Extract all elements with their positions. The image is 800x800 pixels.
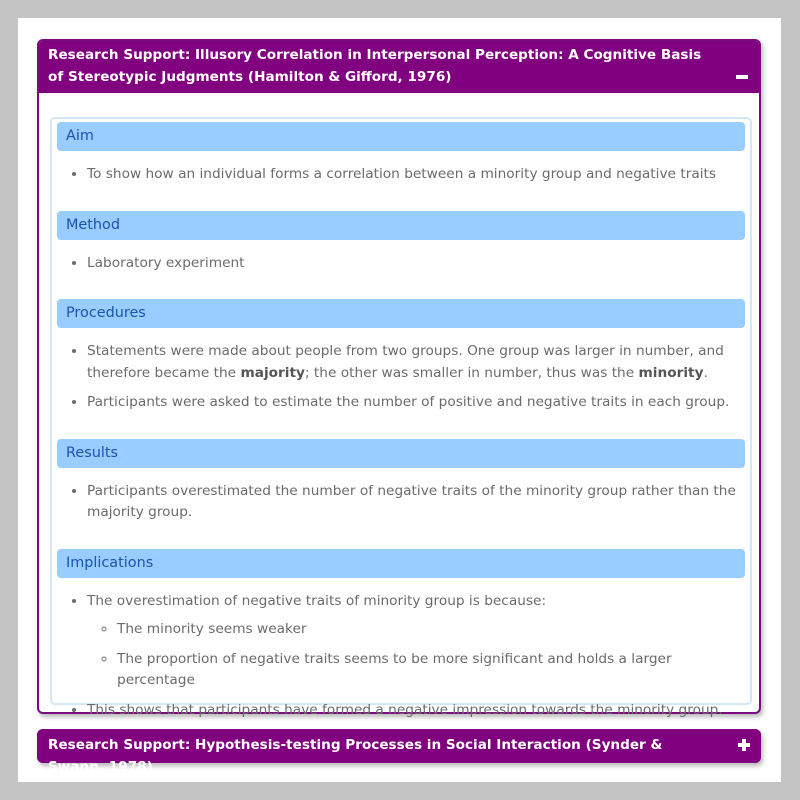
- bold-minority: minority: [638, 364, 704, 381]
- text-part: Statements were made about people from two groups. One group was larger in number, and therefore became the: [87, 343, 724, 381]
- section-title-results: Results: [57, 439, 745, 468]
- list-item: • Laboratory experiment: [87, 253, 745, 275]
- list-item: • To show how an individual forms a correlation between a minority group and negative traits: [87, 164, 745, 186]
- aim-list: [57, 164, 745, 186]
- section-title-aim: Aim: [57, 122, 745, 151]
- implications-list: [57, 591, 745, 722]
- procedures-list: [57, 341, 745, 414]
- list-item: [87, 341, 745, 384]
- section-title-implications: Implications: [57, 549, 745, 578]
- text-part: ; the other was smaller in number, thus was the: [304, 364, 639, 381]
- minus-icon[interactable]: [735, 70, 749, 84]
- sub-list-item: ◦ The proportion of negative traits seems to be more significant and holds a larger percentage: [117, 649, 745, 692]
- accordion-body: [50, 117, 752, 718]
- list-item: • This shows that participants have formed a negative impression towards the minority group.: [87, 700, 745, 722]
- list-item: • Participants were asked to estimate the number of positive and negative traits in each group.: [87, 392, 745, 414]
- accordion-title: Research Support: Hypothesis-testing Processes in Social Interaction (Synder & Swann, 1978): [48, 737, 663, 775]
- page: [18, 18, 781, 782]
- section-title-procedures: Procedures: [57, 299, 745, 328]
- text-part: .: [703, 364, 708, 381]
- bold-majority: majority: [240, 364, 305, 381]
- accordion-panel-hypothesis-testing: [37, 729, 761, 775]
- accordion-header-illusory-correlation[interactable]: [39, 41, 759, 93]
- method-list: [57, 253, 745, 275]
- list-item: • Participants overestimated the number of negative traits of the minority group rather than the majority group.: [87, 481, 745, 524]
- list-item: [87, 591, 745, 692]
- plus-icon[interactable]: [737, 738, 751, 752]
- accordion-title: Research Support: Illusory Correlation in Interpersonal Perception: A Cognitive Basis of Stereotypic Judgments (Hamilton & Gifford, 1976): [48, 47, 702, 85]
- sub-list-item: ◦ The minority seems weaker: [117, 619, 745, 641]
- section-title-method: Method: [57, 211, 745, 240]
- text-part: The overestimation of negative traits of minority group is because:: [87, 592, 547, 609]
- implications-sublist: [87, 619, 745, 692]
- accordion-panel-illusory-correlation: [37, 39, 761, 718]
- accordion-header-hypothesis-testing[interactable]: [37, 729, 761, 775]
- results-list: [57, 481, 745, 524]
